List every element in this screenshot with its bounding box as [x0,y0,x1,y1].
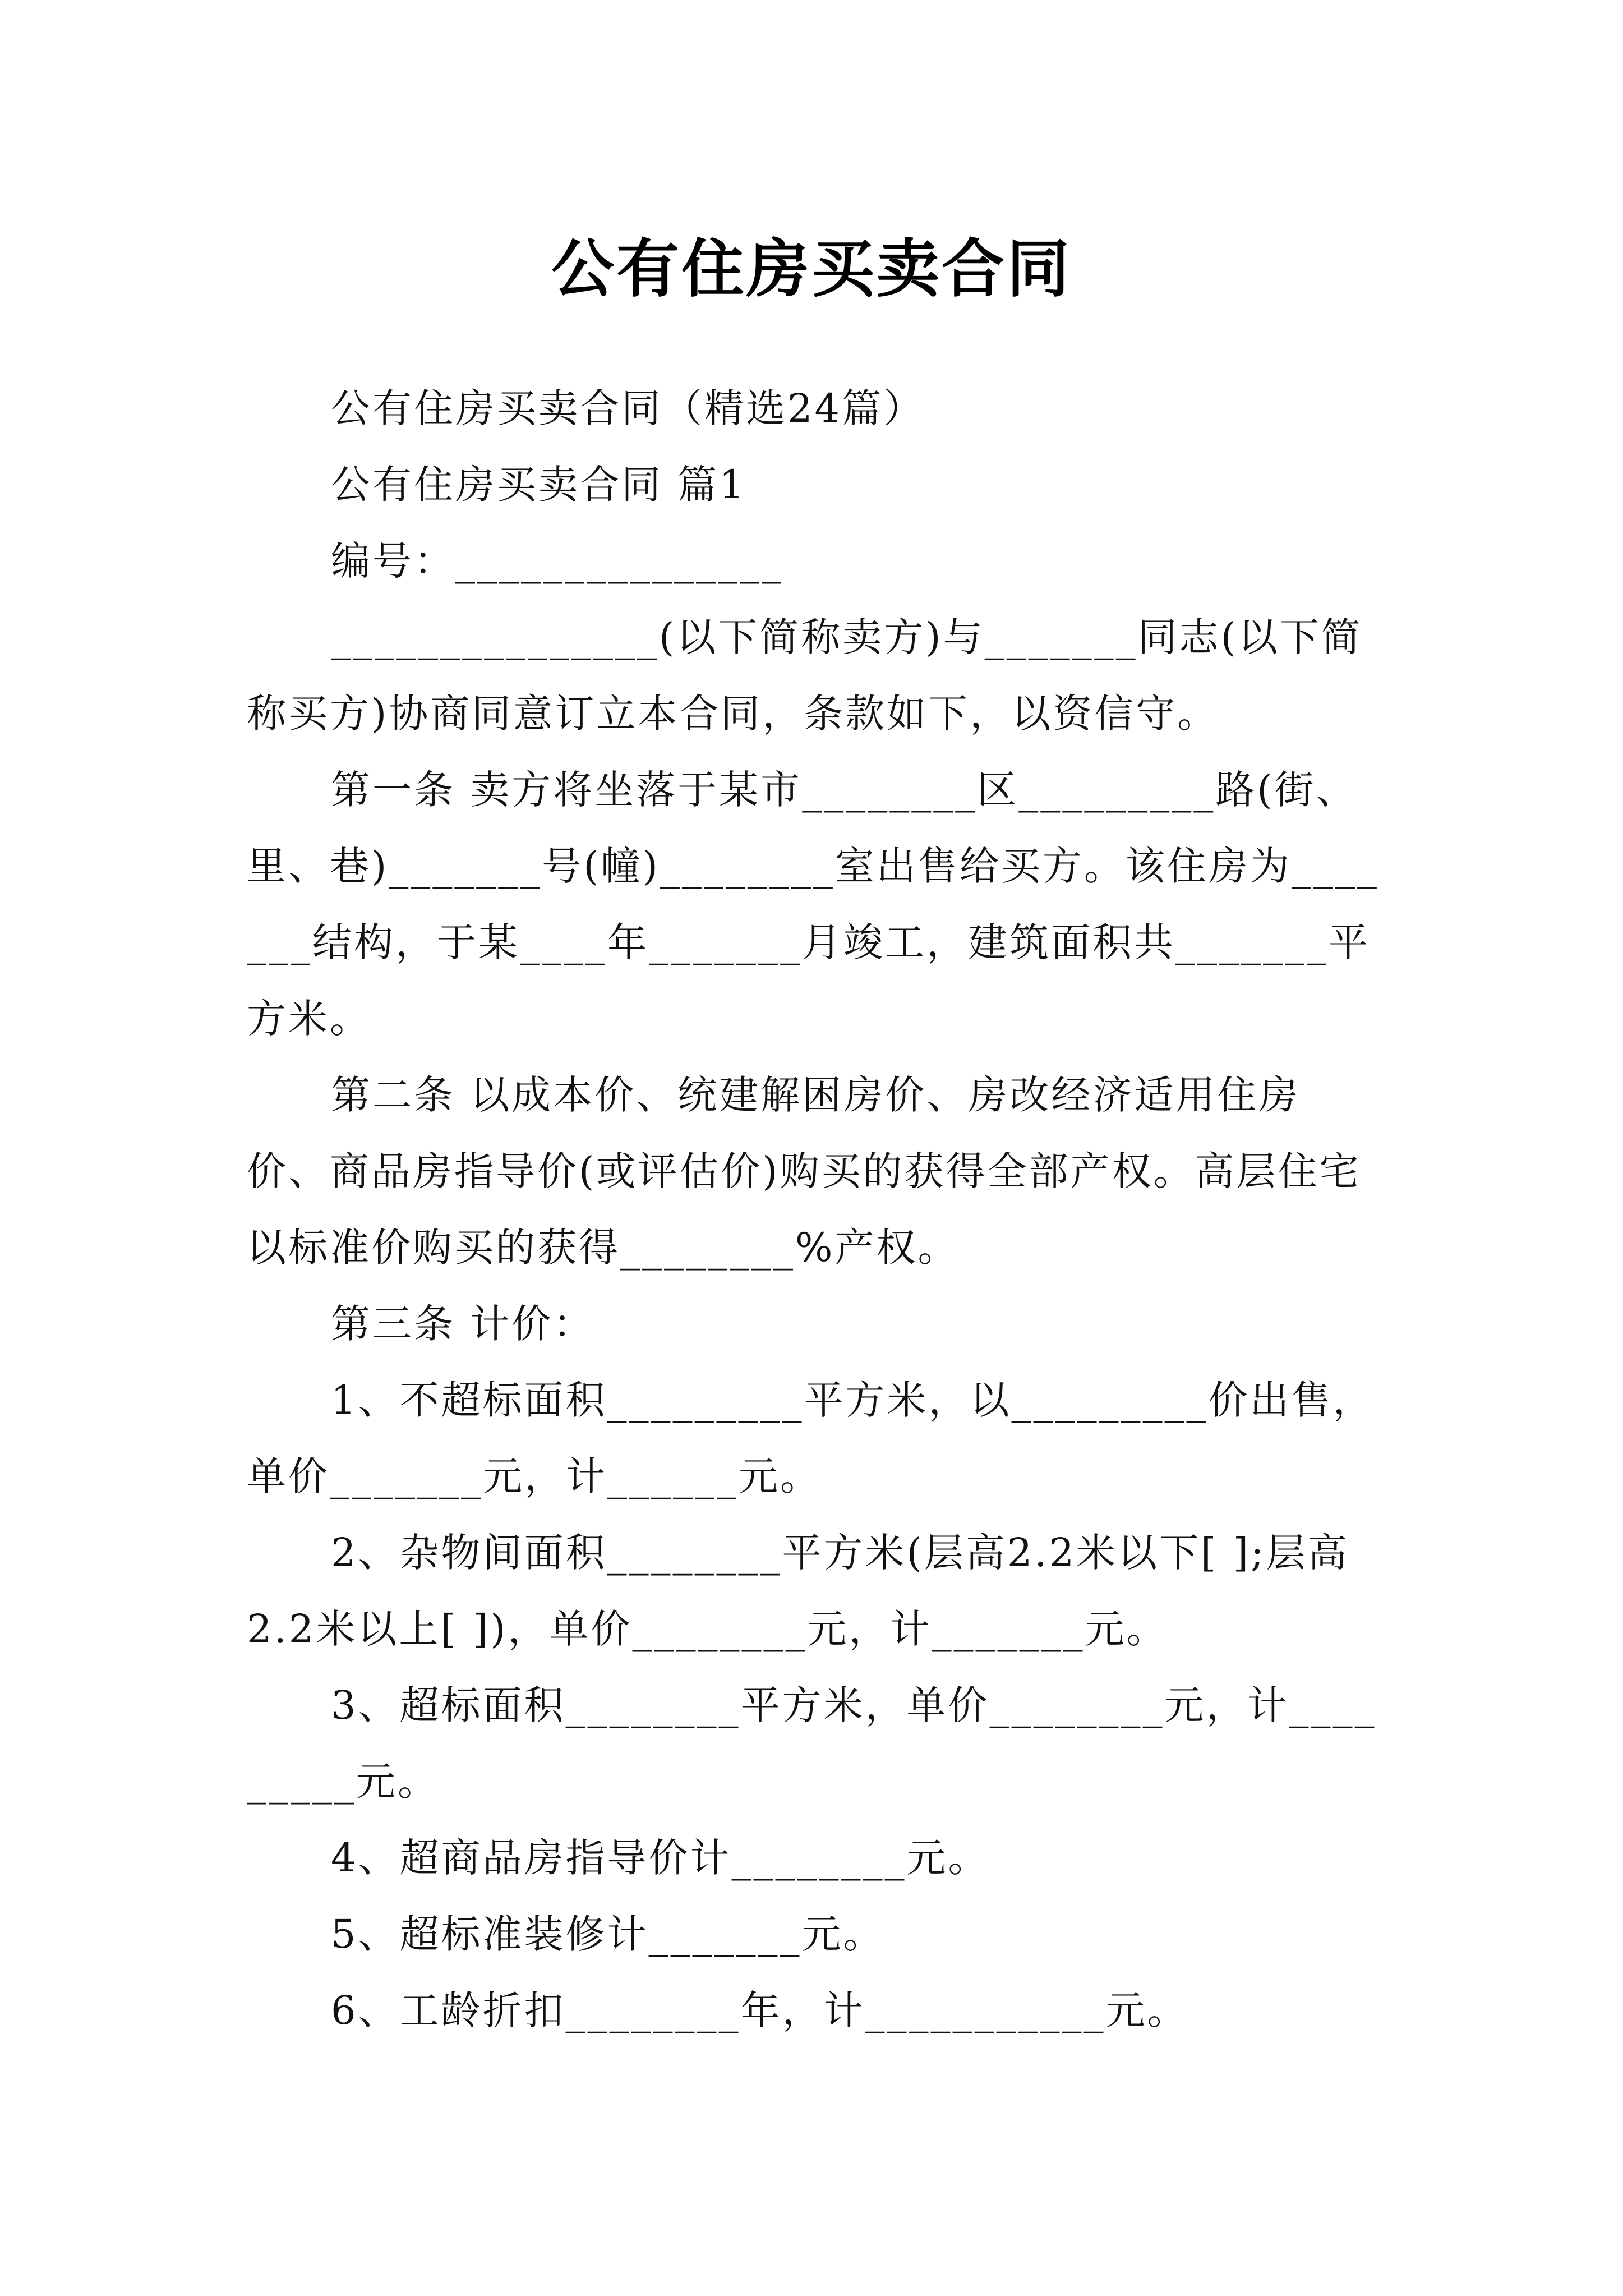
pricing-item-3: 3、超标面积________平方米，单价________元，计_________元。 [247,1682,1377,1805]
document-body [247,370,1380,2049]
pricing-item-6: 6、工龄折扣________年，计___________元。 [331,1987,1189,2033]
article-3-heading: 第三条 计价： [331,1301,595,1347]
contract-number-line: 编号：_______________ [331,538,783,584]
pricing-item-2: 2、杂物间面积________平方米(层高2.2米以下[ ];层高2.2米以上[ ])，单价________元，计_______元。 [247,1530,1349,1652]
document-title: 公有住房买卖合同 [551,232,1072,306]
subtitle-paragraph: 公有住房买卖合同（精选24篇） [331,385,925,431]
section-heading: 公有住房买卖合同 篇1 [331,462,746,508]
parties-paragraph: _______________(以下简称卖方)与_______同志(以下简称买方)协商同意订立本合同，条款如下，以资信守。 [247,614,1363,737]
article-2-paragraph: 第二条 以成本价、统建解困房价、房改经济适用住房价、商品房指导价(或评估价)购买的获得全部产权。高层住宅以标准价购买的获得________%产权。 [247,1072,1361,1271]
pricing-item-5: 5、超标准装修计_______元。 [331,1911,885,1957]
pricing-item-1: 1、不超标面积_________平方米，以_________价出售，单价_______元，计______元。 [247,1377,1375,1499]
article-1-paragraph: 第一条 卖方将坐落于某市________区_________路(街、里、巷)_______号(幢)________室出售给买方。该住房为_______结构，于某____年_______月竣工，建筑面积共_______平方米。 [247,767,1379,1042]
pricing-item-4: 4、超商品房指导价计________元。 [331,1835,990,1881]
